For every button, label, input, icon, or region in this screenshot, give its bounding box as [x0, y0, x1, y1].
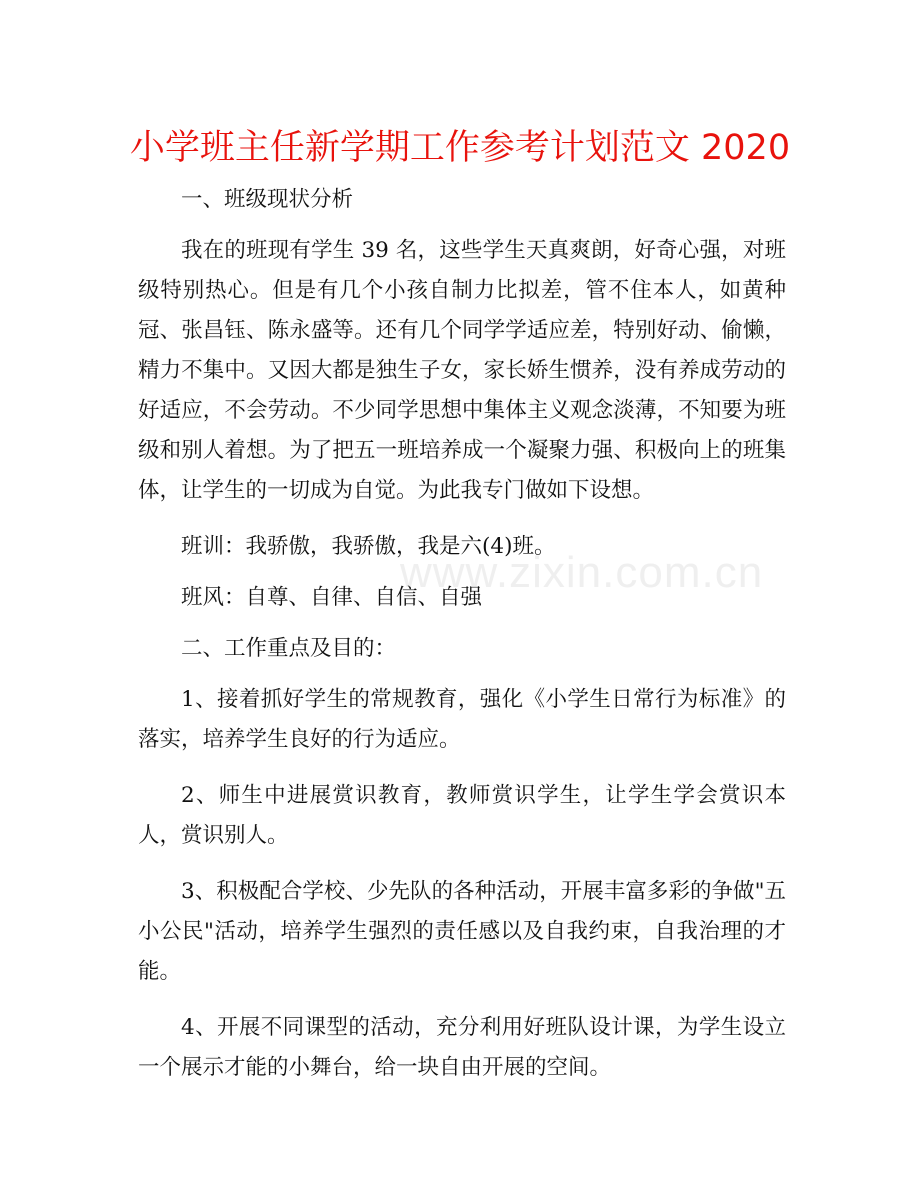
paragraph-class-motto: 班训：我骄傲，我骄傲，我是六(4)班。: [181, 534, 556, 559]
paragraph-item-4: 4、开展不同课型的活动，充分利用好班队设计课，为学生设立一个展示才能的小舞台，给一块自由开展的空间。: [138, 1015, 786, 1080]
paragraph-item-1: 1、接着抓好学生的常规教育，强化《小学生日常行为标准》的落实，培养学生良好的行为适应。: [138, 687, 786, 752]
document-body: [138, 180, 786, 1104]
section-heading-2: 二、工作重点及目的：: [181, 636, 397, 661]
paragraph-class-analysis: 我在的班现有学生 39 名，这些学生天真爽朗，好奇心强，对班级特别热心。但是有几个小孩自制力比拟差，管不住本人，如黄种冠、张昌钰、陈永盛等。还有几个同学学适应差，特别好动、偷懒，精力不集中。又因大都是独生子女，家长娇生惯养，没有养成劳动的好适应，不会劳动。不少同学思想中集体主义观念淡薄，不知要为班级和别人着想。为了把五一班培养成一个凝聚力强、积极向上的班集体，让学生的一切成为自觉。为此我专门做如下设想。: [138, 238, 786, 503]
watermark-text: www.zixin.com.cn: [400, 548, 764, 597]
document-title: 小学班主任新学期工作参考计划范文 2020: [129, 128, 791, 168]
paragraph-item-3: 3、积极配合学校、少先队的各种活动，开展丰富多彩的争做"五小公民"活动，培养学生强烈的责任感以及自我约束，自我治理的才能。: [138, 879, 786, 984]
section-heading-1: 一、班级现状分析: [181, 187, 354, 212]
paragraph-class-style: 班风：自尊、自律、自信、自强: [181, 585, 483, 610]
paragraph-item-2: 2、师生中进展赏识教育，教师赏识学生，让学生学会赏识本人，赏识别人。: [138, 783, 786, 848]
